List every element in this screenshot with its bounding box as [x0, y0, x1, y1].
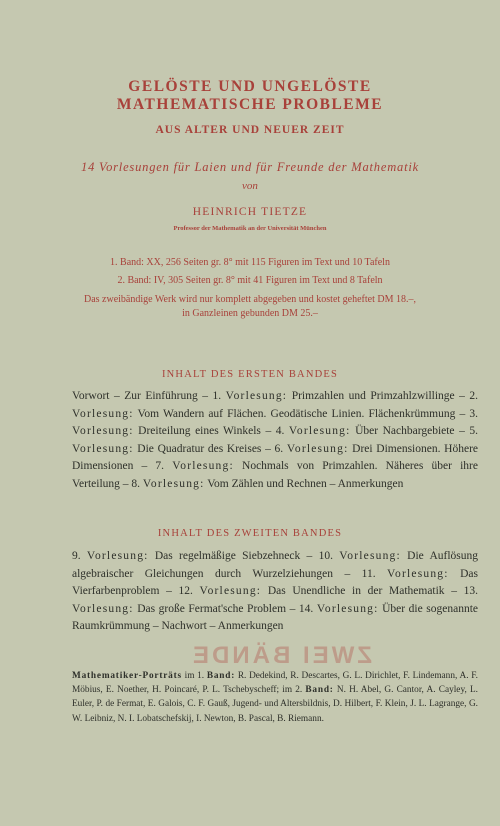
portraits-label: Mathematiker-Porträts	[72, 671, 182, 681]
contents-text: Nochmals von Primzahlen. Näheres über ihre Verteilung – 8.	[72, 460, 478, 490]
contents-volume-1	[72, 388, 478, 493]
price-note-line-1: Das zweibändige Werk wird nur komplett abgegeben und kostet geheftet DM 18.–,	[84, 294, 416, 305]
vorlesung-label: Vorlesung:	[199, 585, 262, 597]
contents-text: Das große Fermat'sche Problem – 14.	[133, 602, 317, 615]
section-heading-volume-1: INHALT DES ERSTEN BANDES	[161, 369, 339, 380]
von-label: von	[242, 180, 258, 192]
portraits-text-1: im 1.	[181, 671, 207, 681]
title-line-1: GELÖSTE UND UNGELÖSTE	[128, 78, 372, 95]
volume-2-info: 2. Band: IV, 305 Seiten gr. 8° mit 41 Figuren im Text und 8 Tafeln	[117, 275, 383, 286]
contents-text: Die Quadratur des Kreises – 6.	[133, 442, 287, 455]
contents-text: Dreiteilung eines Winkels – 4.	[133, 425, 289, 437]
section-heading-volume-2: INHALT DES ZWEITEN BANDES	[157, 528, 343, 539]
contents-text: Über die sogenannte Raumkrümmung – Nachwort – Anmerkungen	[72, 602, 478, 632]
subtitle: 14 Vorlesungen für Laien und für Freunde der Mathematik	[81, 160, 419, 174]
vorlesung-label: Vorlesung:	[72, 425, 134, 437]
contents-text: Drei Dimensionen. Höhere Dimensionen – 7.	[72, 442, 478, 472]
contents-text: Vorwort – Zur Einführung – 1.	[72, 390, 226, 402]
portraits-list	[72, 669, 478, 726]
vorlesung-label: Vorlesung:	[286, 442, 349, 455]
title-line-2: MATHEMATISCHE PROBLEME	[116, 96, 384, 113]
price-note-line-2: in Ganzleinen gebunden DM 25.–	[182, 308, 318, 319]
contents-text: Vom Zählen und Rechnen – Anmerkungen	[204, 477, 404, 490]
contents-text: Die Auflösung algebraischer Gleichungen durch Wurzelziehungen – 11.	[72, 550, 478, 580]
volume-1-info: 1. Band: XX, 256 Seiten gr. 8° mit 115 Figuren im Text und 10 Tafeln	[110, 257, 390, 268]
contents-text: 9.	[72, 550, 87, 562]
contents-text: Primzahlen und Primzahlzwillinge – 2.	[287, 390, 479, 402]
vorlesung-label: Vorlesung:	[72, 442, 134, 455]
author-name: HEINRICH TIETZE	[192, 206, 308, 218]
contents-text: Das regelmäßige Siebzehneck – 10.	[148, 550, 340, 562]
portraits-text-2: R. Dedekind, R. Descartes, G. L. Dirichlet, F. Lindemann, A. F. Möbius, E. Noether, H. Poincaré, P. L. Tschebyscheff; im 2.	[72, 671, 479, 696]
contents-volume-2	[72, 548, 478, 636]
author-affiliation: Professor der Mathematik an der Universität München	[173, 225, 327, 232]
vorlesung-label: Vorlesung:	[316, 602, 379, 615]
vorlesung-label: Vorlesung:	[225, 390, 288, 402]
vorlesung-label: Vorlesung:	[387, 567, 449, 580]
portraits-text-3: N. H. Abel, G. Cantor, A. Cayley, L. Euler, P. de Fermat, E. Galois, C. F. Gauß, Jugend- und Altersbildnis, D. Hilbert, F. Klein, J. L. Lagrange, G. W. Leibniz, N. I. Lobatschefskij, I. Newton, B. Pascal, B. Riemann.	[72, 685, 478, 724]
portraits-band-2-label: Band:	[305, 685, 334, 696]
vorlesung-label: Vorlesung:	[339, 550, 401, 562]
vorlesung-label: Vorlesung:	[72, 407, 134, 420]
vorlesung-label: Vorlesung:	[288, 425, 351, 437]
vorlesung-label: Vorlesung:	[72, 602, 134, 615]
vorlesung-label: Vorlesung:	[86, 550, 149, 562]
price-note	[0, 293, 500, 321]
title-line-3: AUS ALTER UND NEUER ZEIT	[155, 124, 345, 136]
contents-text: Über Nachbargebiete – 5.	[350, 425, 478, 437]
contents-text: Vom Wandern auf Flächen. Geodätische Linien. Flächenkrümmung – 3.	[133, 407, 478, 420]
show-through-watermark: ZWEI BÄNDE	[190, 642, 372, 669]
contents-text: Das Vierfarbenproblem – 12.	[72, 567, 478, 597]
vorlesung-label: Vorlesung:	[142, 477, 205, 490]
portraits-band-1-label: Band:	[206, 671, 236, 681]
contents-text: Das Unendliche in der Mathematik – 13.	[261, 585, 479, 597]
vorlesung-label: Vorlesung:	[172, 460, 234, 472]
